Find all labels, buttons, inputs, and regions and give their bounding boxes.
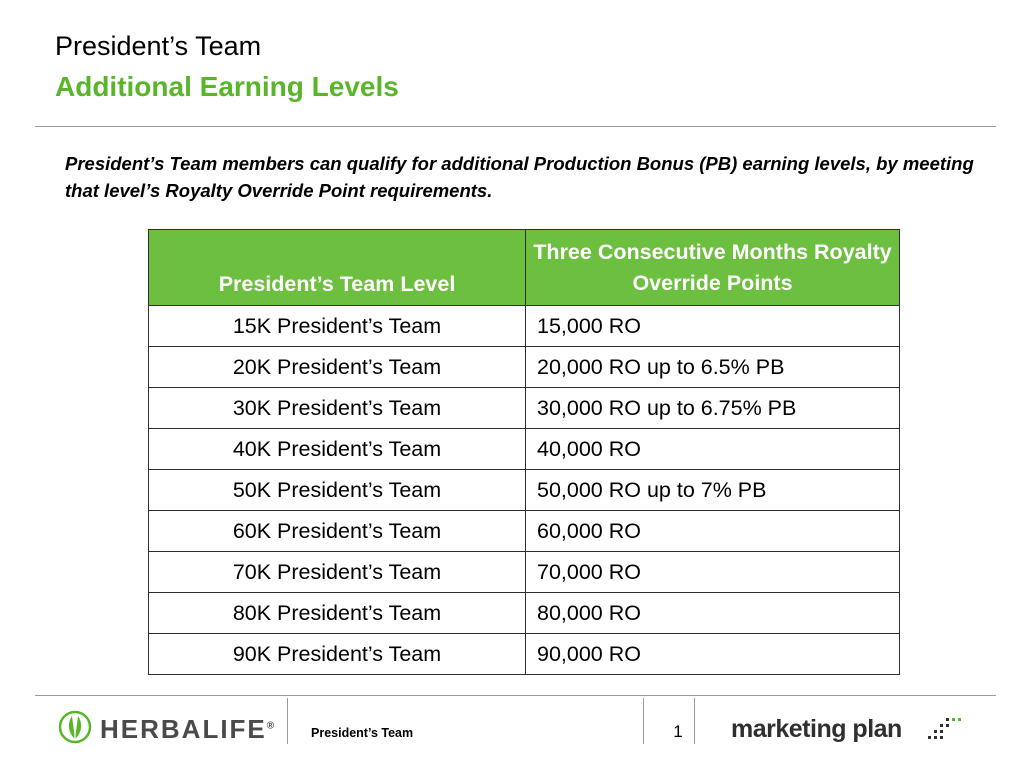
cell-level: 30K President’s Team [149, 388, 526, 429]
cell-points: 15,000 RO [526, 306, 900, 347]
column-header-level: President’s Team Level [149, 230, 526, 306]
cell-points: 20,000 RO up to 6.5% PB [526, 347, 900, 388]
cell-level: 60K President’s Team [149, 511, 526, 552]
cell-level: 80K President’s Team [149, 593, 526, 634]
dots-icon [926, 714, 966, 747]
footer-divider [35, 695, 996, 696]
column-header-points: Three Consecutive Months Royalty Override Points [526, 230, 900, 306]
table-row [149, 306, 900, 347]
table-row [149, 634, 900, 675]
herbalife-leaf-icon [58, 710, 92, 749]
cell-points: 60,000 RO [526, 511, 900, 552]
brand-logo [58, 711, 274, 747]
cell-points: 30,000 RO up to 6.75% PB [526, 388, 900, 429]
table-row [149, 429, 900, 470]
footer-separator [694, 698, 695, 744]
page-subtitle: Additional Earning Levels [55, 71, 399, 102]
header-divider [35, 126, 996, 127]
page-title: President’s Team [55, 31, 262, 61]
table-row [149, 470, 900, 511]
cell-points: 90,000 RO [526, 634, 900, 675]
table-row [149, 593, 900, 634]
table-row [149, 552, 900, 593]
cell-points: 40,000 RO [526, 429, 900, 470]
brand-name [100, 714, 274, 745]
cell-level: 20K President’s Team [149, 347, 526, 388]
brand-wordmark: HERBALIFE [100, 713, 267, 744]
cell-points: 70,000 RO [526, 552, 900, 593]
cell-level: 15K President’s Team [149, 306, 526, 347]
cell-level: 40K President’s Team [149, 429, 526, 470]
footer-separator [287, 698, 288, 744]
registered-mark: ® [266, 719, 275, 731]
intro-text: President’s Team members can qualify for additional Production Bonus (PB) earning levels, by meeting that level’s Royalty Override Point requirements. [65, 153, 974, 201]
cell-level: 50K President’s Team [149, 470, 526, 511]
page-number: 1 [673, 722, 683, 741]
footer-separator [643, 698, 644, 744]
table-header-row [149, 230, 900, 306]
earning-levels-table [148, 229, 900, 675]
footer-section-label: President’s Team [311, 726, 414, 740]
cell-level: 70K President’s Team [149, 552, 526, 593]
table-row [149, 347, 900, 388]
table-row [149, 511, 900, 552]
cell-points: 80,000 RO [526, 593, 900, 634]
footer-tagline: marketing plan [731, 715, 902, 743]
cell-points: 50,000 RO up to 7% PB [526, 470, 900, 511]
table-row [149, 388, 900, 429]
cell-level: 90K President’s Team [149, 634, 526, 675]
